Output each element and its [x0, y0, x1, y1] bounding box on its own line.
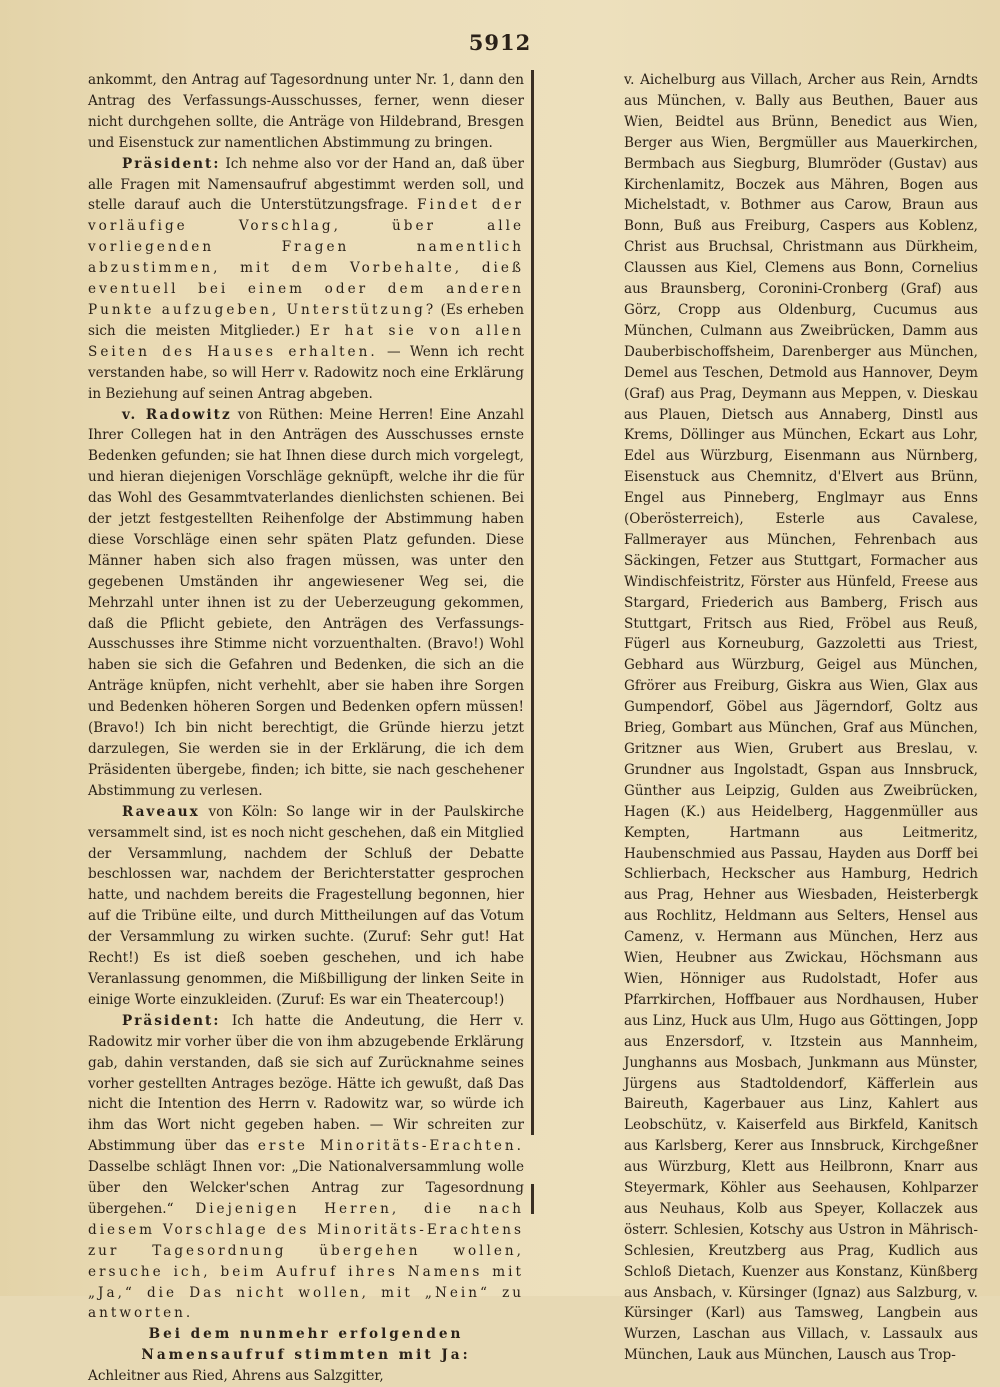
vote-name-list: v. Aichelburg aus Villach, Archer aus Rein, Arndts aus München, v. Bally aus Beuthen, Bauer aus Wien, Beidtel aus Brünn, Benedict aus Wien, Berger aus Wien, Bergmüller aus Mauerkirchen, Bermbach aus Siegburg, Blumröder (Gustav) aus Kirchenlamitz, Boczek aus Mähren, Bogen aus Michelstadt, v. Bothmer aus Carow, Braun aus Bonn, Buß aus Freiburg, Caspers aus Koblenz, Christ aus Bruchsal, Christmann aus Dürkheim, Claussen aus Kiel, Clemens aus Bonn, Cornelius aus Braunsberg, Coronini-Cronberg (Graf) aus Görz, Cropp aus Oldenburg, Cucumus aus München, Culmann aus Zweibrücken, Damm aus Dauberbischoffsheim, Darenberger aus München, Demel aus Teschen, Detmold aus Hannover, Deym (Graf) aus Prag, Deymann aus Meppen, v. Dieskau aus Plauen, Dietsch aus Annaberg, Dinstl aus Krems, Döllinger aus München, Eckart aus Lohr, Edel aus Würzburg, Eisenmann aus Nürnberg, Eisenstuck aus Chemnitz, d'Elvert aus Brünn, Engel aus Pinneberg, Englmayr aus Enns (Oberösterreich), Esterle aus Cavalese, Fallmerayer aus München, Fehrenbach aus Säckingen, Fetzer aus Stuttgart, Formacher aus Windischfeistritz, Förster aus Hünfeld, Freese aus Stargard, Friederich aus Bamberg, Frisch aus Stuttgart, Fritsch aus Ried, Fröbel aus Reuß, Fügerl aus Korneuburg, Gazzoletti aus Triest, Gebhard aus Würzburg, Geigel aus München, Gfrörer aus Freiburg, Giskra aus Wien, Glax aus Gumpendorf, Göbel aus Jägerndorf, Goltz aus Brieg, Gombart aus München, Graf aus München, Gritzner aus Wien, Grubert aus Breslau, v. Grundner aus Ingolstadt, Gspan aus Innsbruck, Günther aus Leipzig, Gulden aus Zweibrücken, Hagen (K.) aus Heidelberg, Haggenmüller aus Kempten, Hartmann aus Leitmeritz, Haubenschmied aus Passau, Hayden aus Dorff bei Schlierbach, Heckscher aus Hamburg, Hedrich aus Prag, Hehner aus Wiesbaden, Heisterbergk aus Rochlitz, Heldmann aus Selters, Hensel aus Camenz, v. Hermann aus München, Herz aus Wien, Heubner aus Zwickau, Höchsmann aus Wien, Hönniger aus Rudolstadt, Hofer aus Pfarrkirchen, Hoffbauer aus Nordhausen, Huber aus Linz, Huck aus Ulm, Hugo aus Göttingen, Jopp aus Enzersdorf, v. Itzstein aus Mannheim, Junghanns aus Mosbach, Junkmann aus Münster, Jürgens aus Stadtoldendorf, Käfferlein aus Baireuth, Kagerbauer aus Linz, Kahlert aus Leobschütz, v. Kaiserfeld aus Birkfeld, Kanitsch aus Karlsberg, Kerer aus Innsbruck, Kirchgeßner aus Würzburg, Klett aus Heilbronn, Knarr aus Steyermark, Köhler aus Seehausen, Kohlparzer aus Neuhaus, Kolb aus Speyer, Kollaczek aus österr. Schlesien, Kotschy aus Ustron in Mährisch-Schlesien, Kreutzberg aus Prag, Kudlich aus Schloß Dietach, Kuenzer aus Konstanz, Künßberg aus Ansbach, v. Kürsinger (Ignaz) aus Salzburg, v. Kürsinger (Karl) aus Tamsweg, Langbein aus Wurzen, Laschan aus Villach, v. Lassaulx aus München, Lauk aus München, Lausch aus Trop- — [624, 72, 978, 1364]
column-divider — [531, 70, 534, 1135]
spaced-emphasis: Findet der vorläufige Vorschlag, über alle vorliegenden Fragen namentlich abzustimmen, mit dem Vorbehalte, dieß eventuell bei einem oder dem anderen Punkte aufzugeben, Unterstützung? — [88, 197, 525, 318]
page-number: 5912 — [468, 30, 532, 55]
speaker-name: Präsident: — [122, 155, 221, 172]
spaced-emphasis: erste Minoritäts-Erachten. — [257, 1138, 524, 1155]
right-column — [624, 70, 978, 1366]
paragraph-continuation: ankommt, den Antrag auf Tagesordnung unter Nr. 1, dann den Antrag des Verfassungs-Ausschusses, ferner, wenn dieser nicht durchgehen sollte, die Anträge von Hildebrand, Bresgen und Eisenstuck zur namentlichen Abstimmung zu bringen. — [88, 72, 524, 151]
paragraph-text: Ich hatte die Andeutung, die Herr v. Radowitz mir vorher über die von ihm abzugebende Erklärung gab, dahin verstanden, daß sie sich auf Zurücknahme seines vorher gestellten Antrages bezöge. Hätte ich gewußt, daß Das nicht die Intention des Herrn v. Radowitz war, so würde ich ihm das Wort nicht gegeben haben. — Wir schreiten zur Abstimmung über das — [88, 1012, 524, 1155]
paragraph-text: Dasselbe schlägt Ihnen vor: „Die Nationalversammlung wolle über den Welcker'schen Antrag zur Tagesordnung übergehen.“ — [88, 1159, 524, 1217]
vote-heading: Bei dem nunmehr erfolgenden Namensaufruf stimmten mit Ja: — [141, 1326, 471, 1364]
paragraph-text: von Köln: So lange wir in der Paulskirche versammelt sind, ist es noch nicht geschehen, daß ein Mitglied der Versammlung, nachdem der Schluß der Debatte beschlossen war, nachdem der Berichterstatter gesprochen hatte, und nachdem bereits die Fragestellung begonnen, hier auf die Tribüne eilte, und durch Mittheilungen auf das Votum der Versammlung zu wirken suchte. (Zuruf: Sehr gut! Hat Recht!) Es ist dieß soeben geschehen, und ich habe Veranlassung genommen, die Mißbilligung der linken Seite in einige Worte einzukleiden. (Zuruf: Es war ein Theatercoup!) — [88, 803, 524, 1008]
column-divider-lower — [531, 1184, 534, 1214]
paragraph-president-2 — [88, 1011, 524, 1325]
vote-list-start: Achleitner aus Ried, Ahrens aus Salzgitter, — [88, 1368, 384, 1385]
paragraph-raveaux — [88, 802, 524, 1011]
speaker-name: v. Radowitz — [122, 406, 232, 423]
paragraph-text: — Wenn ich recht verstanden habe, so will Herr v. Radowitz noch eine Erklärung in Beziehung auf seinen Antrag abgeben. — [88, 343, 525, 402]
spaced-emphasis: Er hat sie von allen Seiten des Hauses erhalten. — [88, 322, 524, 360]
speaker-name: Raveaux — [122, 803, 200, 820]
paragraph-president-1 — [88, 154, 524, 405]
left-column — [88, 70, 524, 1387]
spaced-emphasis: Diejenigen Herren, die nach diesem Vorschlage des Minoritäts-Erachtens zur Tagesordnung übergehen wollen, ersuche ich, beim Aufruf ihres Namens mit „Ja,“ die Das nicht wollen, mit „Nein“ zu antworten. — [88, 1200, 524, 1322]
speaker-name: Präsident: — [122, 1012, 221, 1029]
paragraph-radowitz — [88, 405, 524, 802]
paragraph-text: Ich nehme also vor der Hand an, daß über alle Fragen mit Namensaufruf abgestimmt werden soll, und stelle darauf auch die Unterstützungsfrage. — [88, 155, 524, 214]
paragraph-text: von Rüthen: Meine Herren! Eine Anzahl Ihrer Collegen hat in den Anträgen des Ausschusses ernste Bedenken gefunden; sie hat Ihnen diese durch mich vorgelegt, und hieran diejenigen Vorschläge geknüpft, welche ihr die für das Wohl des Gesammtvaterlandes dienlichsten schienen. Bei der jetzt festgestellten Reihenfolge der Abstimmung haben diese Vorschläge einen sehr späten Platz gefunden. Diese Männer haben sich also fragen müssen, was unter den gegebenen Umständen ihr angewiesener Weg sei, die Mehrzahl unter ihnen ist zu der Ueberzeugung gekommen, daß die Pflicht gebiete, den Anträgen des Verfassungs-Ausschusses ihre Stimme nicht vorzuenthalten. (Bravo!) Wohl haben sie sich die Gefahren und Bedenken, die sich an die Anträge knüpfen, nicht verhehlt, aber sie haben ihre Sorgen und Bedenken höheren Sorgen und Bedenken opfern müssen! (Bravo!) Ich bin nicht berechtigt, die Gründe hierzu jetzt darzulegen, Sie werden sie in der Erklärung, die ich dem Präsidenten übergebe, finden; ich bitte, sie nach geschehener Abstimmung zu verlesen. — [88, 406, 524, 799]
paragraph-text: (Es erheben sich die meisten Mitglieder.) — [88, 301, 524, 339]
